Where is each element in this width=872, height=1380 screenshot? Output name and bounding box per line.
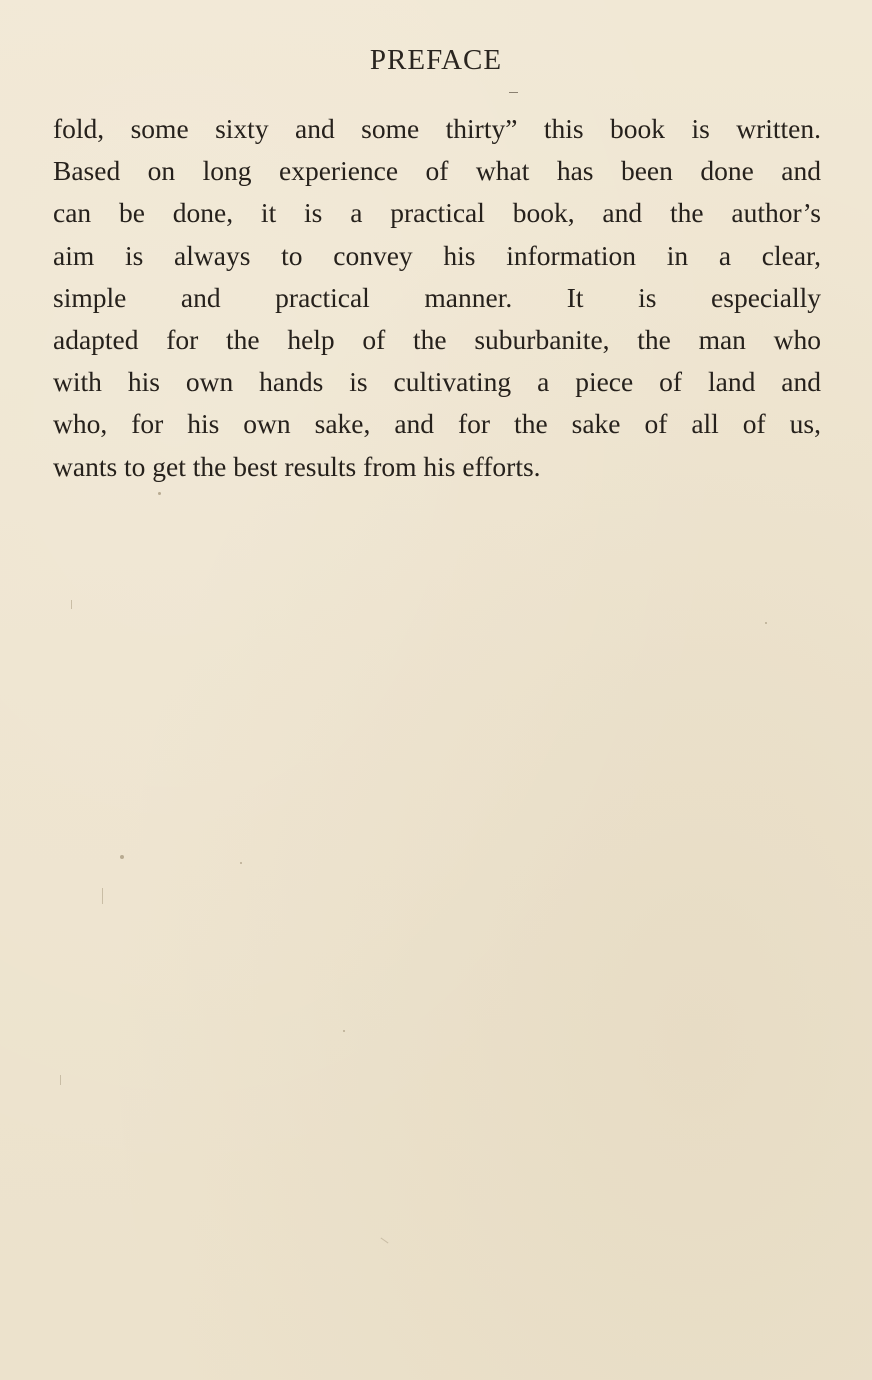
paragraph-line: can be done, it is a practical book, and the author’s [53,197,821,229]
paragraph-line: adapted for the help of the suburbanite, the man who [53,324,821,356]
paragraph-line: Based on long experience of what has been done and [53,155,821,187]
paper-speck [240,862,242,864]
paragraph-line: wants to get the best results from his efforts. [53,450,541,482]
paragraph-line: simple and practical manner. It is especially [53,281,821,313]
preface-paragraph [53,108,821,488]
paper-scratch [381,1238,389,1244]
paper-scratch [60,1075,61,1085]
running-head: PREFACE [369,44,503,76]
paper-speck [765,622,767,624]
paragraph-line: who, for his own sake, and for the sake of all of us, [53,408,821,440]
paper-scratch [102,888,103,904]
paper-speck [120,855,124,859]
paper-scratch [71,600,72,609]
paragraph-line: with his own hands is cultivating a piece of land and [53,366,821,398]
paper-speck [158,492,161,495]
paragraph-line: fold, some sixty and some thirty” this book is written. [53,113,821,144]
paper-speck [343,1030,345,1032]
paragraph-line: aim is always to convey his information in a clear, [53,239,821,271]
ornament-dash [509,92,518,93]
